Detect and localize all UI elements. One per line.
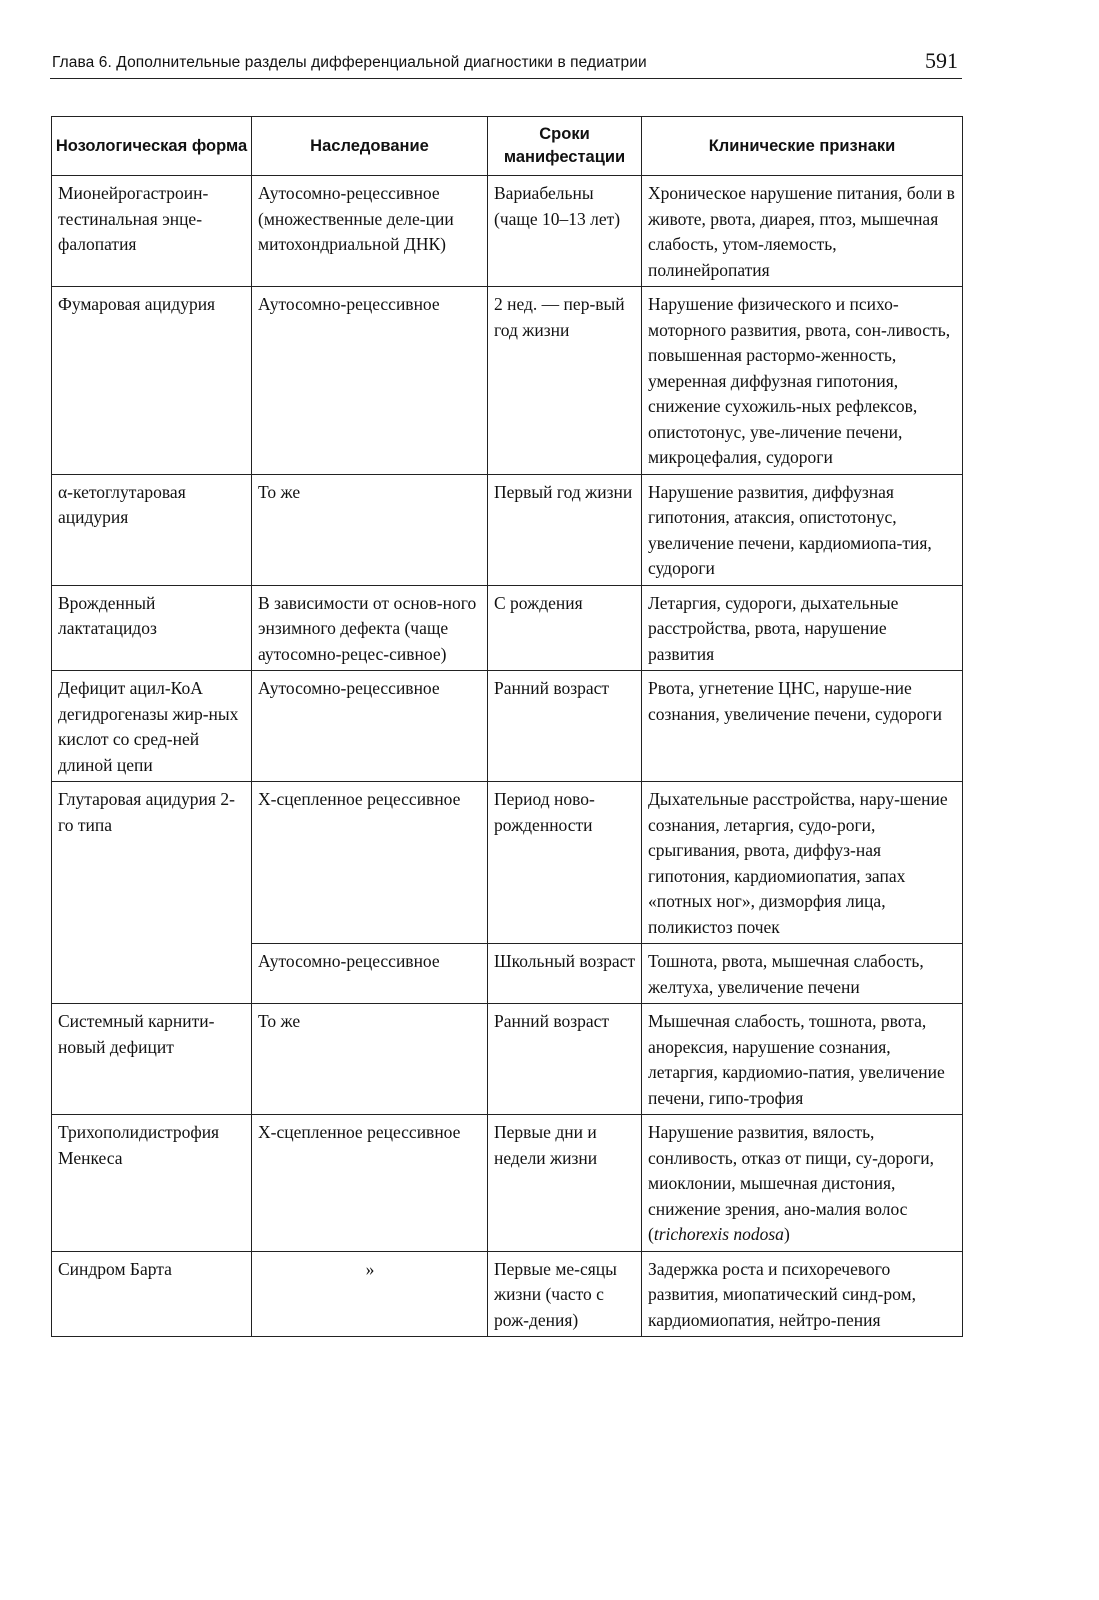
column-header-signs: Клинические признаки (642, 117, 963, 176)
table-row (52, 176, 963, 287)
table-row (52, 782, 963, 944)
cell-onset: Первые ме-сяцы жизни (часто с рож-дения) (488, 1251, 642, 1337)
cell-inheritance: То же (252, 474, 488, 585)
column-header-form: Нозологическая форма (52, 117, 252, 176)
cell-signs: Рвота, угнетение ЦНС, наруше-ние сознания, увеличение печени, судороги (642, 671, 963, 782)
cell-inheritance: Х-сцепленное рецессивное (252, 1115, 488, 1252)
cell-form: Системный карнити-новый дефицит (52, 1004, 252, 1115)
cell-signs: Дыхательные расстройства, нару-шение сознания, летаргия, судо-роги, срыгивания, рвота, диффуз-ная гипотония, кардиомиопатия, запах «потных ног», дизморфия лица, поликистоз почек (642, 782, 963, 944)
cell-form: Фумаровая ацидурия (52, 287, 252, 475)
latin-term: trichorexis nodosa (653, 1224, 784, 1244)
cell-form: Глутаровая ацидурия 2-го типа (52, 782, 252, 1004)
cell-inheritance: Аутосомно-рецессивное (252, 287, 488, 475)
cell-onset: Вариабельны (чаще 10–13 лет) (488, 176, 642, 287)
cell-signs: Задержка роста и психоречевого развития, миопатический синд-ром, кардиомиопатия, нейтро-пения (642, 1251, 963, 1337)
cell-form: Трихополидистрофия Менкеса (52, 1115, 252, 1252)
cell-onset: Первый год жизни (488, 474, 642, 585)
column-header-onset: Сроки манифестации (488, 117, 642, 176)
chapter-title: Глава 6. Дополнительные разделы дифференциальной диагностики в педиатрии (52, 54, 647, 71)
cell-signs: Мышечная слабость, тошнота, рвота, анорексия, нарушение сознания, летаргия, кардиомио-патия, увеличение печени, гипо-трофия (642, 1004, 963, 1115)
cell-onset: Ранний возраст (488, 671, 642, 782)
cell-onset: С рождения (488, 585, 642, 671)
cell-signs: Летаргия, судороги, дыхательные расстройства, рвота, нарушение развития (642, 585, 963, 671)
signs-text: Нарушение развития, вялость, сонливость, отказ от пищи, су-дороги, миоклонии, мышечная дистония, снижение зрения, ано-малия волос ( (648, 1122, 934, 1244)
cell-inheritance: Х-сцепленное рецессивное (252, 782, 488, 944)
cell-signs: Тошнота, рвота, мышечная слабость, желтуха, увеличение печени (642, 944, 963, 1004)
cell-inheritance: Аутосомно-рецессивное (множественные деле-ции митохондриальной ДНК) (252, 176, 488, 287)
cell-signs: Нарушение физического и психо-моторного развития, рвота, сон-ливость, повышенная растормо-женность, умеренная диффузная гипотония, снижение сухожиль-ных рефлексов, опистотонус, уве-личение печени, микроцефалия, судороги (642, 287, 963, 475)
cell-form: α-кетоглутаровая ацидурия (52, 474, 252, 585)
table-row (52, 474, 963, 585)
table-row (52, 1004, 963, 1115)
cell-form: Синдром Барта (52, 1251, 252, 1337)
cell-signs (642, 1115, 963, 1252)
cell-onset: Период ново-рожденности (488, 782, 642, 944)
cell-signs: Нарушение развития, диффузная гипотония, атаксия, опистотонус, увеличение печени, кардиомиопа-тия, судороги (642, 474, 963, 585)
cell-inheritance: То же (252, 1004, 488, 1115)
table-row (52, 1115, 963, 1252)
cell-inheritance-ditto: » (252, 1251, 488, 1337)
table-row (52, 1251, 963, 1337)
cell-form: Мионейрогастроин-тестинальная энце-фалопатия (52, 176, 252, 287)
cell-onset: Первые дни и недели жизни (488, 1115, 642, 1252)
cell-inheritance: В зависимости от основ-ного энзимного дефекта (чаще аутосомно-рецес-сивное) (252, 585, 488, 671)
signs-text-end: ) (783, 1224, 790, 1244)
running-header (50, 48, 962, 79)
cell-inheritance: Аутосомно-рецессивное (252, 944, 488, 1004)
column-header-inheritance: Наследование (252, 117, 488, 176)
table-row (52, 287, 963, 475)
diagnosis-table (51, 116, 963, 1337)
cell-inheritance: Аутосомно-рецессивное (252, 671, 488, 782)
cell-form: Дефицит ацил-КоА дегидрогеназы жир-ных кислот со сред-ней длиной цепи (52, 671, 252, 782)
cell-form: Врожденный лактатацидоз (52, 585, 252, 671)
cell-onset: 2 нед. — пер-вый год жизни (488, 287, 642, 475)
table-row (52, 585, 963, 671)
cell-onset: Ранний возраст (488, 1004, 642, 1115)
cell-signs: Хроническое нарушение питания, боли в животе, рвота, диарея, птоз, мышечная слабость, утом-ляемость, полинейропатия (642, 176, 963, 287)
page-number: 591 (925, 48, 958, 73)
table-row (52, 671, 963, 782)
table-header-row (52, 117, 963, 176)
cell-onset: Школьный возраст (488, 944, 642, 1004)
